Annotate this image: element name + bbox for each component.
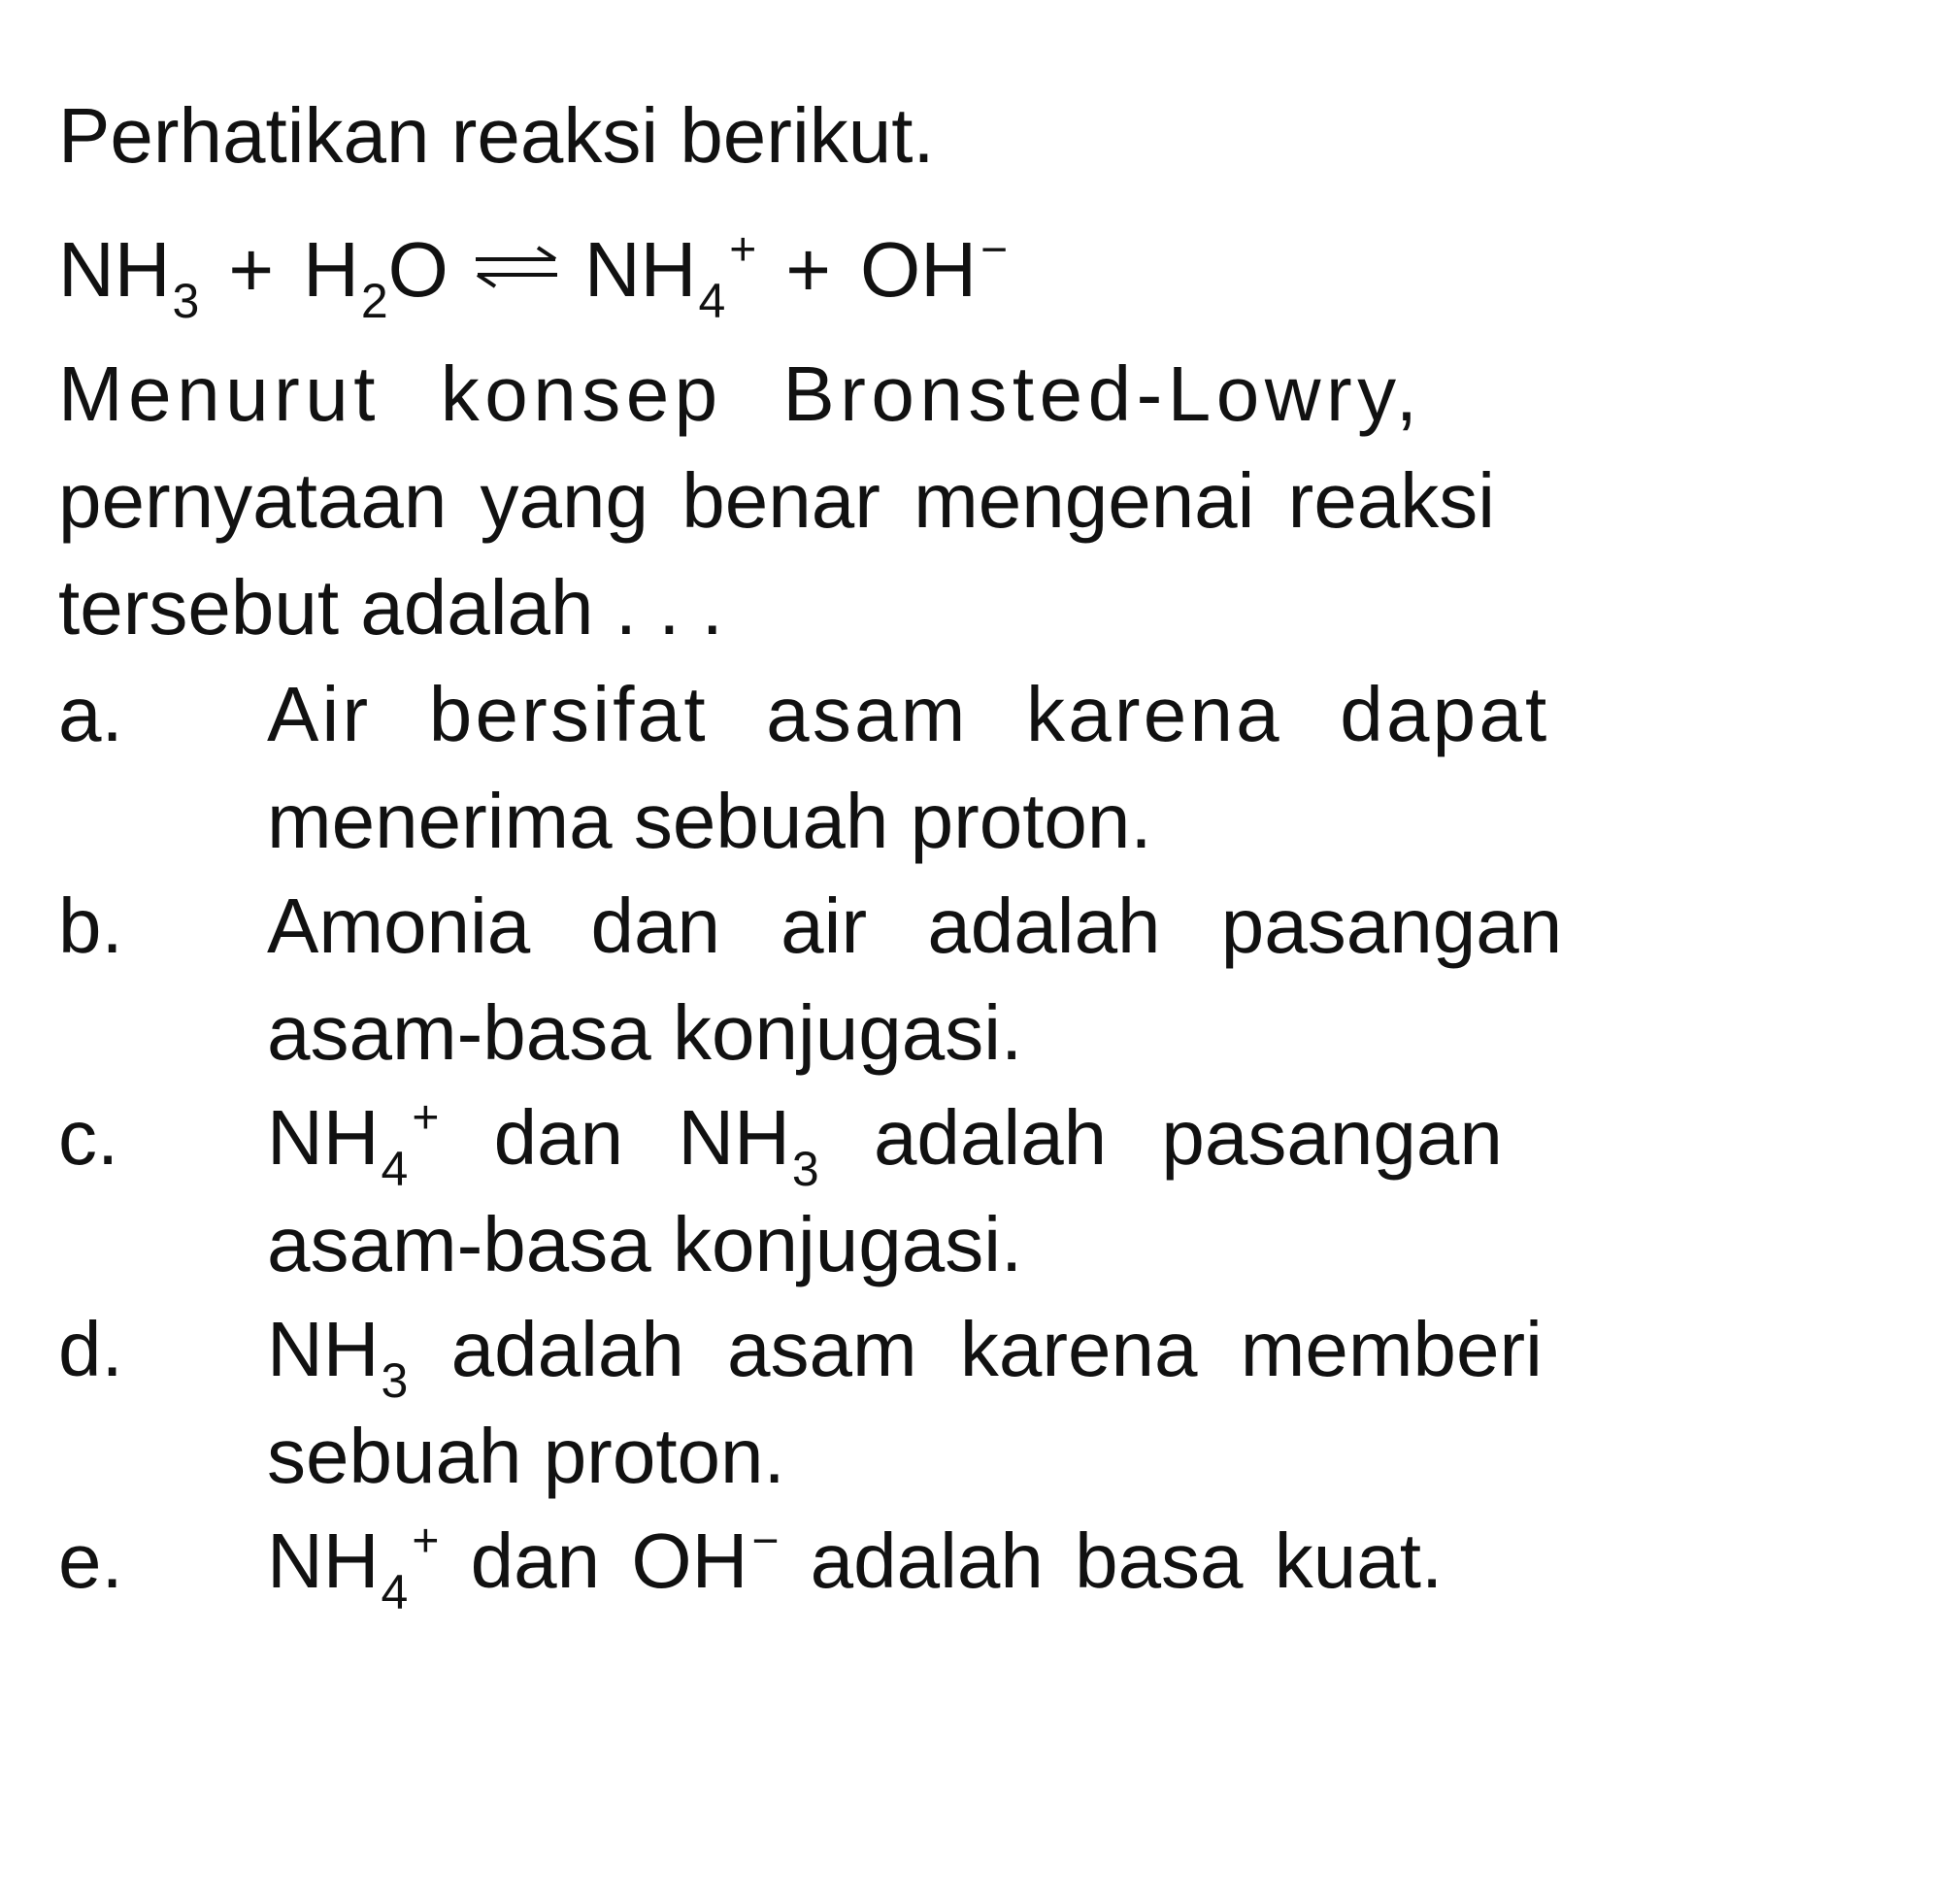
option-d-nh3-sub: 3 bbox=[381, 1353, 409, 1408]
option-a-line-1: Air bersifat asam karena dapat bbox=[267, 671, 1550, 757]
option-e[interactable] bbox=[58, 1516, 1922, 1619]
option-c-nh3-base: NH bbox=[678, 1094, 790, 1181]
option-c-mid-text: dan bbox=[493, 1094, 624, 1181]
option-a[interactable] bbox=[58, 671, 1922, 864]
option-c-rest-text: adalah pasangan bbox=[873, 1094, 1503, 1181]
plus-sign-2: + bbox=[785, 226, 832, 313]
option-e-formula-nh4 bbox=[267, 1516, 440, 1619]
question-title: Perhatikan reaksi berikut. bbox=[58, 92, 935, 179]
question-text-line-3: tersebut adalah . . . bbox=[58, 564, 723, 650]
formula-nh4-sub: 4 bbox=[698, 274, 726, 328]
option-c-nh4-base: NH bbox=[267, 1094, 380, 1181]
question-document bbox=[58, 58, 1922, 1619]
option-e-nh4-sup: + bbox=[412, 1516, 440, 1567]
formula-h2o bbox=[303, 226, 448, 328]
formula-oh-minus bbox=[860, 224, 1009, 313]
option-d-formula-nh3 bbox=[267, 1306, 409, 1408]
option-b[interactable] bbox=[58, 883, 1922, 1076]
formula-h2o-o: O bbox=[387, 226, 448, 313]
formula-nh3-sub: 3 bbox=[172, 274, 200, 328]
option-d-letter: d. bbox=[58, 1306, 123, 1392]
question-text-line-2: pernyataan yang benar mengenai reaksi bbox=[58, 457, 1496, 544]
plus-sign-1: + bbox=[228, 226, 275, 313]
option-e-oh-sup: − bbox=[751, 1516, 780, 1567]
option-d-line-2: sebuah proton. bbox=[267, 1413, 785, 1499]
formula-nh4-base: NH bbox=[583, 226, 697, 313]
option-e-line-1 bbox=[267, 1516, 1922, 1619]
option-d-line-1 bbox=[267, 1306, 1922, 1408]
option-e-rest-text: adalah basa kuat. bbox=[810, 1517, 1444, 1604]
formula-nh3 bbox=[58, 226, 200, 328]
option-c-nh3-sub: 3 bbox=[791, 1142, 819, 1196]
formula-nh4-plus bbox=[583, 224, 757, 328]
option-a-letter: a. bbox=[58, 671, 123, 757]
option-b-line-1: Amonia dan air adalah pasangan bbox=[267, 883, 1563, 969]
formula-h2o-sub: 2 bbox=[360, 274, 388, 328]
option-c-line-1 bbox=[267, 1092, 1922, 1196]
option-b-line-2: asam-basa konjugasi. bbox=[267, 989, 1023, 1076]
option-c-nh4-sub: 4 bbox=[381, 1142, 409, 1196]
answer-options bbox=[58, 671, 1922, 1619]
option-e-nh4-sub: 4 bbox=[381, 1565, 409, 1619]
formula-oh-base: OH bbox=[860, 226, 978, 313]
option-b-letter: b. bbox=[58, 883, 123, 969]
option-c-formula-nh4 bbox=[267, 1092, 440, 1196]
option-c[interactable] bbox=[58, 1092, 1922, 1287]
option-d[interactable] bbox=[58, 1306, 1922, 1499]
option-e-oh-base: OH bbox=[631, 1517, 748, 1604]
equilibrium-arrow-icon bbox=[472, 246, 561, 288]
formula-h2o-h: H bbox=[303, 226, 359, 313]
question-text-line-1: Menurut konsep Bronsted-Lowry, bbox=[58, 350, 1423, 437]
option-c-line-2: asam-basa konjugasi. bbox=[267, 1201, 1023, 1287]
option-c-formula-nh3 bbox=[678, 1094, 819, 1196]
option-e-nh4-base: NH bbox=[267, 1517, 380, 1604]
option-e-letter: e. bbox=[58, 1517, 123, 1604]
option-c-letter: c. bbox=[58, 1094, 119, 1181]
formula-oh-sup: − bbox=[980, 224, 1009, 276]
reaction-equation bbox=[58, 224, 1922, 328]
option-e-formula-oh bbox=[631, 1516, 780, 1604]
formula-nh3-base: NH bbox=[58, 226, 171, 313]
option-d-rest-text: adalah asam karena memberi bbox=[450, 1306, 1543, 1392]
option-a-line-2: menerima sebuah proton. bbox=[267, 778, 1152, 864]
option-e-mid-text: dan bbox=[470, 1517, 601, 1604]
option-d-nh3-base: NH bbox=[267, 1306, 380, 1392]
formula-nh4-sup: + bbox=[729, 224, 757, 276]
option-c-nh4-sup: + bbox=[412, 1092, 440, 1144]
